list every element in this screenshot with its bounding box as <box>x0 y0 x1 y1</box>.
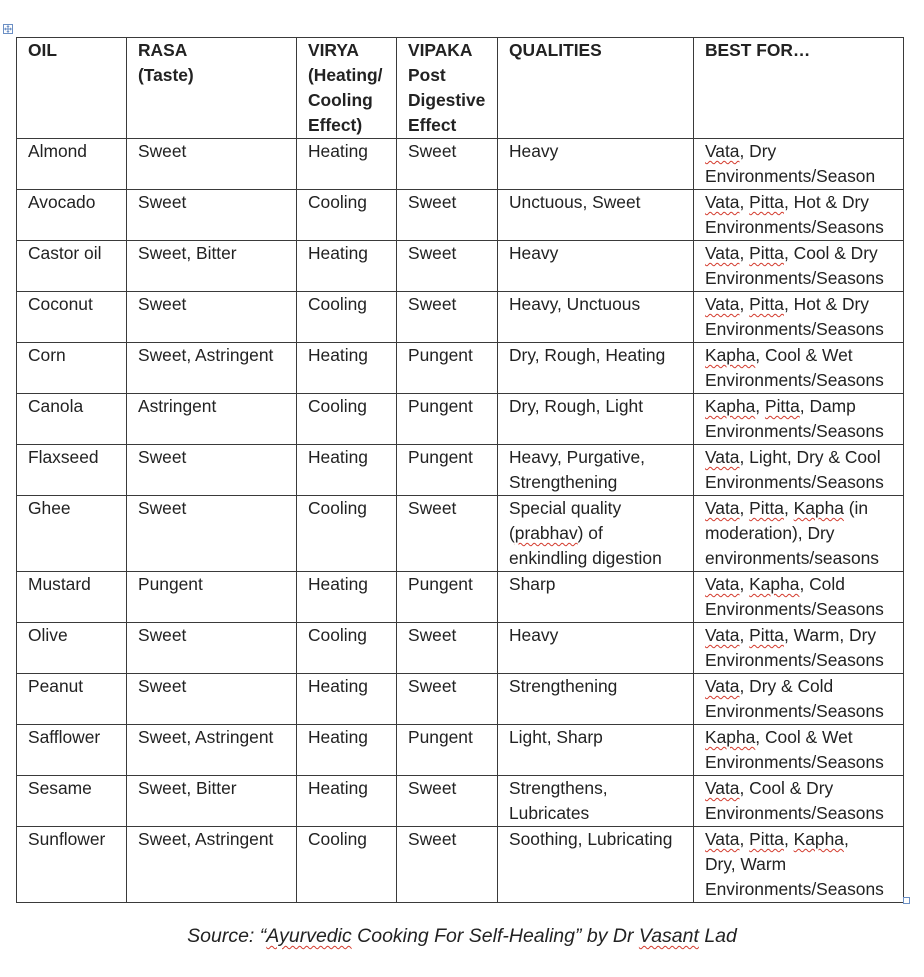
cell-vipaka: Sweet <box>397 674 498 725</box>
column-header-line: Cooling <box>308 90 373 110</box>
best-for-line: Kapha, Pitta, Damp <box>705 396 856 416</box>
cell-rasa: Sweet <box>127 623 297 674</box>
qualities-line: Lubricates <box>509 803 590 823</box>
cell-virya: Heating <box>297 674 397 725</box>
cell-virya: Cooling <box>297 394 397 445</box>
best-for-line: Vata, Dry <box>705 141 777 161</box>
cell-vipaka: Sweet <box>397 827 498 903</box>
table-row <box>17 725 904 776</box>
spellcheck-flag: Ayurvedic <box>266 925 352 947</box>
cell-rasa: Pungent <box>127 572 297 623</box>
cell-virya: Heating <box>297 776 397 827</box>
cell-qualities <box>498 241 694 292</box>
cell-oil: Safflower <box>17 725 127 776</box>
cell-vipaka: Pungent <box>397 725 498 776</box>
best-for-line: Vata, Cool & Dry <box>705 778 834 798</box>
cell-best-for <box>694 445 904 496</box>
spellcheck-flag: Kapha <box>705 727 756 747</box>
best-for-line: moderation), Dry <box>705 523 835 543</box>
cell-oil: Olive <box>17 623 127 674</box>
best-for-line: Vata, Pitta, Kapha, <box>705 829 849 849</box>
spellcheck-flag: Vata <box>705 676 740 696</box>
table-row <box>17 776 904 827</box>
cell-rasa: Sweet <box>127 292 297 343</box>
spellcheck-flag: Pitta <box>749 192 784 212</box>
spellcheck-flag: Vata <box>705 447 740 467</box>
spellcheck-flag: Vata <box>705 243 740 263</box>
cell-qualities <box>498 343 694 394</box>
qualities-line: Sharp <box>509 574 556 594</box>
qualities-line: Dry, Rough, Heating <box>509 345 666 365</box>
table-row <box>17 827 904 903</box>
best-for-line: Environments/Seasons <box>705 217 884 237</box>
cell-virya: Heating <box>297 572 397 623</box>
best-for-line: Environments/Season <box>705 166 876 186</box>
best-for-line: Environments/Seasons <box>705 803 884 823</box>
spellcheck-flag: Pitta <box>749 294 784 314</box>
cell-rasa: Sweet, Astringent <box>127 827 297 903</box>
cell-oil: Avocado <box>17 190 127 241</box>
cell-rasa: Sweet, Bitter <box>127 776 297 827</box>
cell-vipaka: Pungent <box>397 445 498 496</box>
cell-qualities <box>498 394 694 445</box>
cell-best-for <box>694 292 904 343</box>
table-row <box>17 241 904 292</box>
qualities-line: enkindling digestion <box>509 548 662 568</box>
cell-best-for <box>694 572 904 623</box>
spellcheck-flag: Kapha <box>705 396 756 416</box>
best-for-line: Environments/Seasons <box>705 879 884 899</box>
table-header-row <box>17 38 904 139</box>
column-header-line: QUALITIES <box>509 40 602 60</box>
column-header-qualities <box>498 38 694 139</box>
table-row <box>17 496 904 572</box>
cell-best-for <box>694 343 904 394</box>
qualities-line: Heavy, Purgative, <box>509 447 645 467</box>
cell-rasa: Astringent <box>127 394 297 445</box>
best-for-line: Vata, Pitta, Hot & Dry <box>705 294 870 314</box>
table-body <box>17 139 904 903</box>
cell-vipaka: Sweet <box>397 776 498 827</box>
cell-qualities <box>498 623 694 674</box>
best-for-line: Dry, Warm <box>705 854 787 874</box>
best-for-line: Environments/Seasons <box>705 472 884 492</box>
cell-rasa: Sweet <box>127 496 297 572</box>
cell-oil: Canola <box>17 394 127 445</box>
qualities-line: Unctuous, Sweet <box>509 192 641 212</box>
best-for-line: Kapha, Cool & Wet <box>705 345 853 365</box>
cell-oil: Sesame <box>17 776 127 827</box>
spellcheck-flag: Kapha <box>793 829 844 849</box>
cell-qualities <box>498 445 694 496</box>
column-header-line: (Taste) <box>138 65 194 85</box>
table-row <box>17 394 904 445</box>
spellcheck-flag: Kapha <box>705 345 756 365</box>
best-for-line: Environments/Seasons <box>705 370 884 390</box>
spellcheck-flag: Vata <box>705 192 740 212</box>
best-for-line: Vata, Kapha, Cold <box>705 574 845 594</box>
table-row <box>17 190 904 241</box>
qualities-line: Light, Sharp <box>509 727 603 747</box>
cell-best-for <box>694 139 904 190</box>
move-arrows-icon <box>4 25 12 33</box>
best-for-line: Environments/Seasons <box>705 319 884 339</box>
table-row <box>17 292 904 343</box>
best-for-line: Environments/Seasons <box>705 421 884 441</box>
spellcheck-flag: Vata <box>705 625 740 645</box>
cell-vipaka: Pungent <box>397 343 498 394</box>
spellcheck-flag: prabhav <box>514 523 578 543</box>
spellcheck-flag: Vata <box>705 498 740 518</box>
cell-vipaka: Sweet <box>397 292 498 343</box>
qualities-line: Dry, Rough, Light <box>509 396 644 416</box>
best-for-line: Environments/Seasons <box>705 701 884 721</box>
cell-oil: Flaxseed <box>17 445 127 496</box>
best-for-line: Environments/Seasons <box>705 268 884 288</box>
spellcheck-flag: Pitta <box>749 829 784 849</box>
cell-vipaka: Sweet <box>397 139 498 190</box>
cell-qualities <box>498 292 694 343</box>
cell-vipaka: Sweet <box>397 496 498 572</box>
best-for-line: Vata, Pitta, Kapha (in <box>705 498 869 518</box>
cell-virya: Cooling <box>297 827 397 903</box>
cell-rasa: Sweet <box>127 139 297 190</box>
column-header-line: Effect <box>408 115 457 135</box>
cell-qualities <box>498 725 694 776</box>
qualities-line: Heavy, Unctuous <box>509 294 641 314</box>
cell-best-for <box>694 674 904 725</box>
cell-oil: Ghee <box>17 496 127 572</box>
column-header-virya <box>297 38 397 139</box>
cell-rasa: Sweet <box>127 445 297 496</box>
spellcheck-flag: Vata <box>705 141 740 161</box>
cell-vipaka: Sweet <box>397 623 498 674</box>
cell-rasa: Sweet <box>127 674 297 725</box>
oils-table <box>16 37 904 903</box>
cell-qualities <box>498 776 694 827</box>
cell-virya: Cooling <box>297 496 397 572</box>
spellcheck-flag: Pitta <box>749 498 784 518</box>
cell-oil: Coconut <box>17 292 127 343</box>
best-for-line: Vata, Pitta, Hot & Dry <box>705 192 870 212</box>
cell-virya: Heating <box>297 343 397 394</box>
qualities-line: Strengthening <box>509 676 618 696</box>
column-header-vipaka <box>397 38 498 139</box>
column-header-line: RASA <box>138 40 188 60</box>
column-header-line: (Heating/ <box>308 65 383 85</box>
cell-best-for <box>694 827 904 903</box>
qualities-line: Heavy <box>509 243 559 263</box>
spellcheck-flag: Kapha <box>793 498 844 518</box>
spellcheck-flag: Vata <box>705 829 740 849</box>
cell-virya: Cooling <box>297 292 397 343</box>
cell-virya: Cooling <box>297 623 397 674</box>
qualities-line: Special quality <box>509 498 622 518</box>
cell-virya: Heating <box>297 241 397 292</box>
column-header-line: OIL <box>28 40 57 60</box>
best-for-line: Vata, Dry & Cold <box>705 676 834 696</box>
spellcheck-flag: Pitta <box>749 243 784 263</box>
cell-oil: Almond <box>17 139 127 190</box>
cell-rasa: Sweet, Astringent <box>127 725 297 776</box>
best-for-line: Vata, Pitta, Cool & Dry <box>705 243 878 263</box>
table-row <box>17 445 904 496</box>
spellcheck-flag: Vasant <box>638 925 699 947</box>
cell-vipaka: Pungent <box>397 572 498 623</box>
column-header-line: Digestive <box>408 90 486 110</box>
cell-qualities <box>498 827 694 903</box>
spellcheck-flag: Pitta <box>749 625 784 645</box>
source-citation: Source: “Ayurvedic Cooking For Self-Healing” by Dr Vasant Lad <box>187 925 737 947</box>
best-for-line: Vata, Light, Dry & Cool <box>705 447 881 467</box>
cell-qualities <box>498 139 694 190</box>
cell-oil: Castor oil <box>17 241 127 292</box>
cell-qualities <box>498 496 694 572</box>
cell-vipaka: Sweet <box>397 190 498 241</box>
spellcheck-flag: Kapha <box>749 574 800 594</box>
cell-qualities <box>498 572 694 623</box>
table-row <box>17 674 904 725</box>
spellcheck-flag: Vata <box>705 294 740 314</box>
column-header-rasa <box>127 38 297 139</box>
cell-best-for <box>694 725 904 776</box>
spellcheck-flag: Pitta <box>764 396 800 416</box>
table-move-handle-icon[interactable] <box>3 24 13 34</box>
qualities-line: Strengthens, <box>509 778 608 798</box>
column-header-line: VIRYA <box>308 40 359 60</box>
cell-rasa: Sweet <box>127 190 297 241</box>
spellcheck-flag: Vata <box>705 574 740 594</box>
table-row <box>17 572 904 623</box>
column-header-line: Effect) <box>308 115 363 135</box>
cell-qualities <box>498 190 694 241</box>
cell-virya: Heating <box>297 445 397 496</box>
qualities-line: Soothing, Lubricating <box>509 829 673 849</box>
best-for-line: Vata, Pitta, Warm, Dry <box>705 625 877 645</box>
cell-virya: Heating <box>297 139 397 190</box>
cell-oil: Sunflower <box>17 827 127 903</box>
best-for-line: environments/seasons <box>705 548 879 568</box>
best-for-line: Environments/Seasons <box>705 599 884 619</box>
cell-virya: Cooling <box>297 190 397 241</box>
best-for-line: Environments/Seasons <box>705 752 884 772</box>
qualities-line: (prabhav) of <box>509 523 603 543</box>
best-for-line: Environments/Seasons <box>705 650 884 670</box>
cell-best-for <box>694 496 904 572</box>
qualities-line: Heavy <box>509 625 559 645</box>
cell-best-for <box>694 776 904 827</box>
column-header-line: Post <box>408 65 446 85</box>
cell-best-for <box>694 623 904 674</box>
table-row <box>17 623 904 674</box>
cell-vipaka: Sweet <box>397 241 498 292</box>
cell-best-for <box>694 394 904 445</box>
cell-virya: Heating <box>297 725 397 776</box>
table-row <box>17 343 904 394</box>
cell-qualities <box>498 674 694 725</box>
column-header-line: BEST FOR… <box>705 40 811 60</box>
column-header-best-for <box>694 38 904 139</box>
cell-best-for <box>694 190 904 241</box>
cell-rasa: Sweet, Bitter <box>127 241 297 292</box>
qualities-line: Strengthening <box>509 472 618 492</box>
cell-oil: Peanut <box>17 674 127 725</box>
cell-vipaka: Pungent <box>397 394 498 445</box>
cell-oil: Corn <box>17 343 127 394</box>
spellcheck-flag: Vata <box>705 778 740 798</box>
cell-rasa: Sweet, Astringent <box>127 343 297 394</box>
table-resize-handle-icon[interactable] <box>903 897 910 904</box>
best-for-line: Kapha, Cool & Wet <box>705 727 853 747</box>
qualities-line: Heavy <box>509 141 559 161</box>
column-header-oil <box>17 38 127 139</box>
cell-oil: Mustard <box>17 572 127 623</box>
cell-best-for <box>694 241 904 292</box>
column-header-line: VIPAKA <box>408 40 473 60</box>
table-row <box>17 139 904 190</box>
